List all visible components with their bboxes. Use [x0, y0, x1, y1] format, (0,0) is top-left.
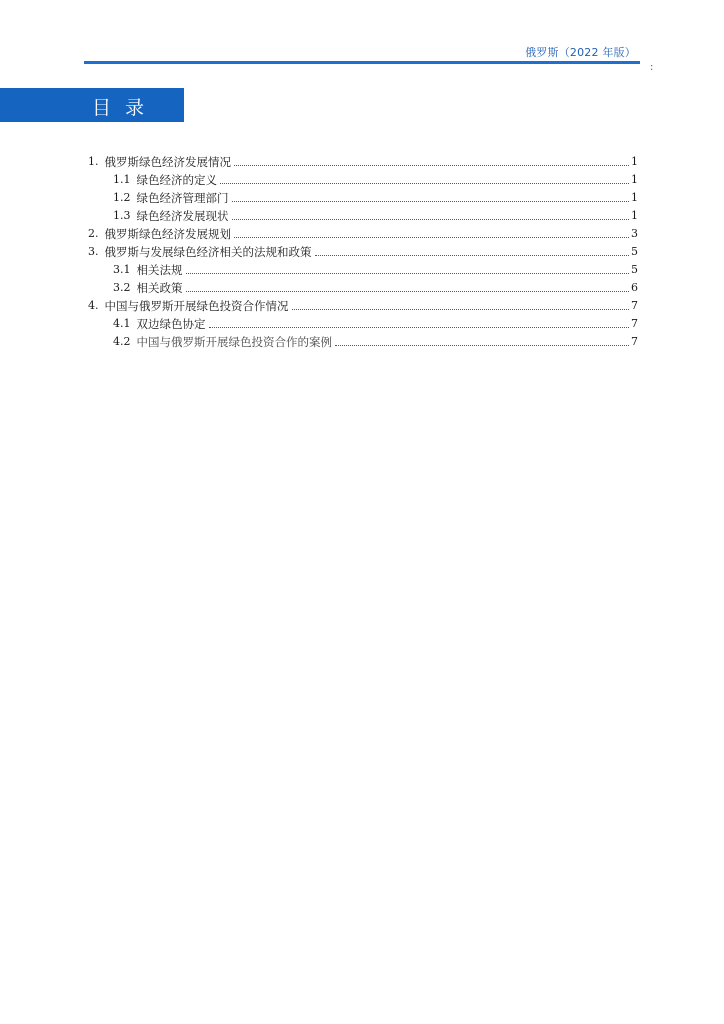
- running-header: 俄罗斯（2022 年版）: [525, 46, 636, 59]
- toc-leader-dots: [232, 218, 630, 220]
- toc-leader-dots: [292, 308, 630, 310]
- toc-number: 4.1: [113, 317, 131, 330]
- toc-number: 1.1: [113, 173, 131, 186]
- toc-label: 相关政策: [136, 281, 183, 295]
- toc-entry[interactable]: [88, 243, 638, 259]
- edge-mark: :: [650, 62, 654, 73]
- toc-page-number: 7: [631, 335, 638, 348]
- toc-leader-dots: [335, 344, 629, 346]
- toc-leader-dots: [186, 290, 630, 292]
- toc-label: 俄罗斯绿色经济发展情况: [104, 155, 231, 169]
- toc-entry[interactable]: [113, 279, 638, 295]
- toc-number: 3.1: [113, 263, 131, 276]
- toc-entry[interactable]: [113, 207, 638, 223]
- toc-label: 相关法规: [136, 263, 183, 277]
- toc-page-number: 6: [631, 281, 638, 294]
- toc-label: 绿色经济发展现状: [136, 209, 229, 223]
- toc-label: 俄罗斯与发展绿色经济相关的法规和政策: [104, 245, 312, 259]
- toc-number: 3.: [88, 245, 99, 258]
- toc-entry[interactable]: [113, 189, 638, 205]
- toc-entry[interactable]: [113, 315, 638, 331]
- toc-page-number: 5: [631, 245, 638, 258]
- toc-label: 双边绿色协定: [136, 317, 206, 331]
- toc-page-number: 3: [631, 227, 638, 240]
- toc-leader-dots: [220, 182, 629, 184]
- toc-label: 绿色经济的定义: [136, 173, 217, 187]
- toc-number: 1.: [88, 155, 99, 168]
- toc-label: 俄罗斯绿色经济发展规划: [104, 227, 231, 241]
- toc-entry[interactable]: [113, 261, 638, 277]
- toc-page-number: 5: [631, 263, 638, 276]
- toc-page-number: 1: [631, 173, 638, 186]
- header-rule: [84, 61, 640, 64]
- toc-entry[interactable]: [113, 171, 638, 187]
- toc-entry[interactable]: [88, 225, 638, 241]
- toc-page-number: 1: [631, 191, 638, 204]
- toc-leader-dots: [232, 200, 630, 202]
- toc-page-number: 1: [631, 155, 638, 168]
- toc-entry[interactable]: [113, 333, 638, 349]
- toc-leader-dots: [315, 254, 630, 256]
- toc-leader-dots: [234, 164, 629, 166]
- toc-label: 绿色经济管理部门: [136, 191, 229, 205]
- toc-entry[interactable]: [88, 297, 638, 313]
- toc-leader-dots: [186, 272, 630, 274]
- toc-number: 1.2: [113, 191, 131, 204]
- toc-page-number: 1: [631, 209, 638, 222]
- toc-page-number: 7: [631, 299, 638, 312]
- toc-leader-dots: [209, 326, 630, 328]
- toc-number: 2.: [88, 227, 99, 240]
- toc-entry[interactable]: [88, 153, 638, 169]
- toc-number: 3.2: [113, 281, 131, 294]
- toc-number: 4.2: [113, 335, 131, 348]
- toc-number: 4.: [88, 299, 99, 312]
- toc-leader-dots: [234, 236, 629, 238]
- toc-number: 1.3: [113, 209, 131, 222]
- toc-label: 中国与俄罗斯开展绿色投资合作情况: [104, 299, 289, 313]
- toc-title: 目录: [92, 97, 159, 119]
- toc-page-number: 7: [631, 317, 638, 330]
- toc-label: 中国与俄罗斯开展绿色投资合作的案例: [136, 335, 332, 349]
